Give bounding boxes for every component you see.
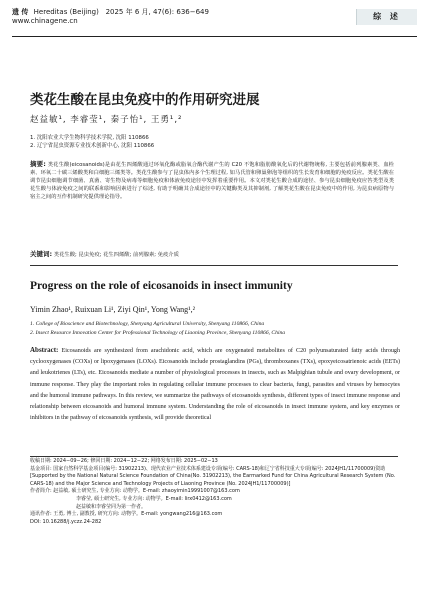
abstract-en-text: Eicosanoids are synthesized from arachidonic acid, which are oxygenated metabolites of C20 polyunsaturated fatty acids through cyclooxygenases (COXs) or lipoxygenases (LOXs). Eicosanoids include prostaglandins (PGs), thromboxanes (TXs), epoxyeicosatrienoic acids (EETs) and leukotrienes (LTs), etc. Eicosanoids mediate a number of physiological processes in insects, such as Malpighian tubule and ovary development, or immune response. They play the important roles in regulating cellular immune processes to clear bacteria, fungi, parasites and viruses by hemocytes and the humoral immune pathways. In this review, we summarize the pathways of eicosanoids synthesis, different types of insect immune response and relationship between eicosanoids and humoral immune system. Understanding the role of eicosanoids in insect immune system, and key enzymes or inhibitors in the pathway of eicosanoids synthesis, will provide theoretical (30, 348, 401, 422)
header-rule (12, 36, 417, 37)
affiliations-en (30, 320, 285, 338)
footnote-dates: 收稿日期: 2024−09−26; 修回日期: 2024−12−22; 网络发布日期: 2025−02−13 (30, 458, 218, 464)
affiliation-zh-1: 1. 沈阳农业大学生物科学技术学院, 沈阳 110866 (30, 135, 149, 141)
keywords-zh-label: 关键词: (30, 250, 53, 258)
keywords-zh (30, 249, 179, 258)
footnote-author-intro-1: 作者简介: 赵益敏, 硕士研究生, 专业方向: 动物学。E-mail: zhaoyimin19991007@163.com (30, 488, 240, 495)
affiliations-zh (30, 134, 154, 150)
footnote-rule (30, 456, 398, 457)
footnote-funding: 基金项目: 国家自然科学基金项目(编号: 31902213)、现代农业产业技术体系建设专项(编号: CARS-18)和辽宁省科技重大专项(编号: 2024JH1/11700009)资助[Supported by the National Natural Science Foundation of China(No. 31902213), the Earmarked Fund for China Agricultural Research System (No. CARS-18) and the Major Science and Technology Projects of Liaoning Province (No. 2024JH1/11700009)] (30, 465, 396, 487)
abstract-zh-text: 类花生酸(eicosanoids)是由花生四烯酸通过环氧化酶或脂氧合酶代谢产生的 C20 不饱和脂肪酸氧化后的代谢物统称, 主要包括前列腺素类、血栓素、环氧二十碳三烯酸类和白细胞三烯类等。类花生酸参与了昆虫体内多个生理过程, 如马氏管和卵巢卵泡等组织的生长发育和细胞的免疫反应。类花生酸在调节昆虫细胞调节细菌、真菌、寄生物及病毒等细胞免疫和体液免疫途径中发挥着重要作用。本文对类花生酸合成的途径、参与昆虫细胞免疫应答类型及类花生酸与体液免疫之间的联系和影响因素进行了综述, 有助于明确其合成途径中的关键酶类及其抑制剂, 了解类花生酸在昆虫免疫中的作用, 为昆虫病原物与宿主之间的互作机制研究提供理论指导。 (30, 162, 394, 200)
journal-header (12, 8, 209, 26)
affiliation-en-1: 1. College of Bioscience and Biotechnology, Shenyang Agricultural University, Shenyang 110866, China (30, 321, 265, 327)
abstract-zh-label: 摘要: (30, 160, 46, 168)
footnote-corresponding: 通讯作者: 王勇, 博士, 副教授, 研究方向: 动物学。E-mail: yongwang216@163.com (30, 511, 223, 518)
footnote-author-intro-3: 赵益敏和李睿莹同为第一作者。 (76, 503, 147, 510)
title-en: Progress on the role of eicosanoids in insect immunity (30, 280, 293, 292)
footnote-author-intro-2: 李睿莹, 硕士研究生, 专业方向: 动物学。E-mail: lirx0412@163.com (76, 495, 232, 502)
footnote-doi[interactable]: DOI: 10.16288/j.yczz.24-282 (30, 518, 102, 525)
journal-name-en: Hereditas (Beijing) (33, 8, 99, 16)
keywords-zh-text: 类花生酸; 昆虫免疫; 花生四烯酸; 前列腺素; 免疫介质 (53, 252, 179, 258)
authors-en: Yimin Zhao¹, Ruixuan Li¹, Ziyi Qin¹, Yong Wang¹,² (30, 305, 195, 314)
authors-zh: 赵益敏¹, 李睿莹¹, 秦子怡¹, 王勇¹,² (30, 115, 183, 125)
section-divider (30, 265, 398, 266)
journal-website[interactable]: www.chinagene.cn (12, 17, 78, 25)
affiliation-en-2: 2. Insect Resource Innovation Center for Professional Technology of Liaoning Province, Shenyang 110866, China (30, 330, 286, 336)
journal-name-zh: 遗 传 (12, 8, 29, 16)
section-badge: 综 述 (356, 9, 417, 25)
title-zh: 类花生酸在昆虫免疫中的作用研究进展 (30, 92, 260, 108)
affiliation-zh-2: 2. 辽宁省昆虫资源专业技术创新中心, 沈阳 110866 (30, 143, 155, 149)
abstract-en (30, 345, 400, 424)
footnotes (30, 458, 400, 526)
issue-info: 2025 年 6 月, 47(6): 636−649 (105, 8, 209, 16)
abstract-zh (30, 160, 394, 201)
abstract-en-label: Abstract: (30, 346, 59, 354)
